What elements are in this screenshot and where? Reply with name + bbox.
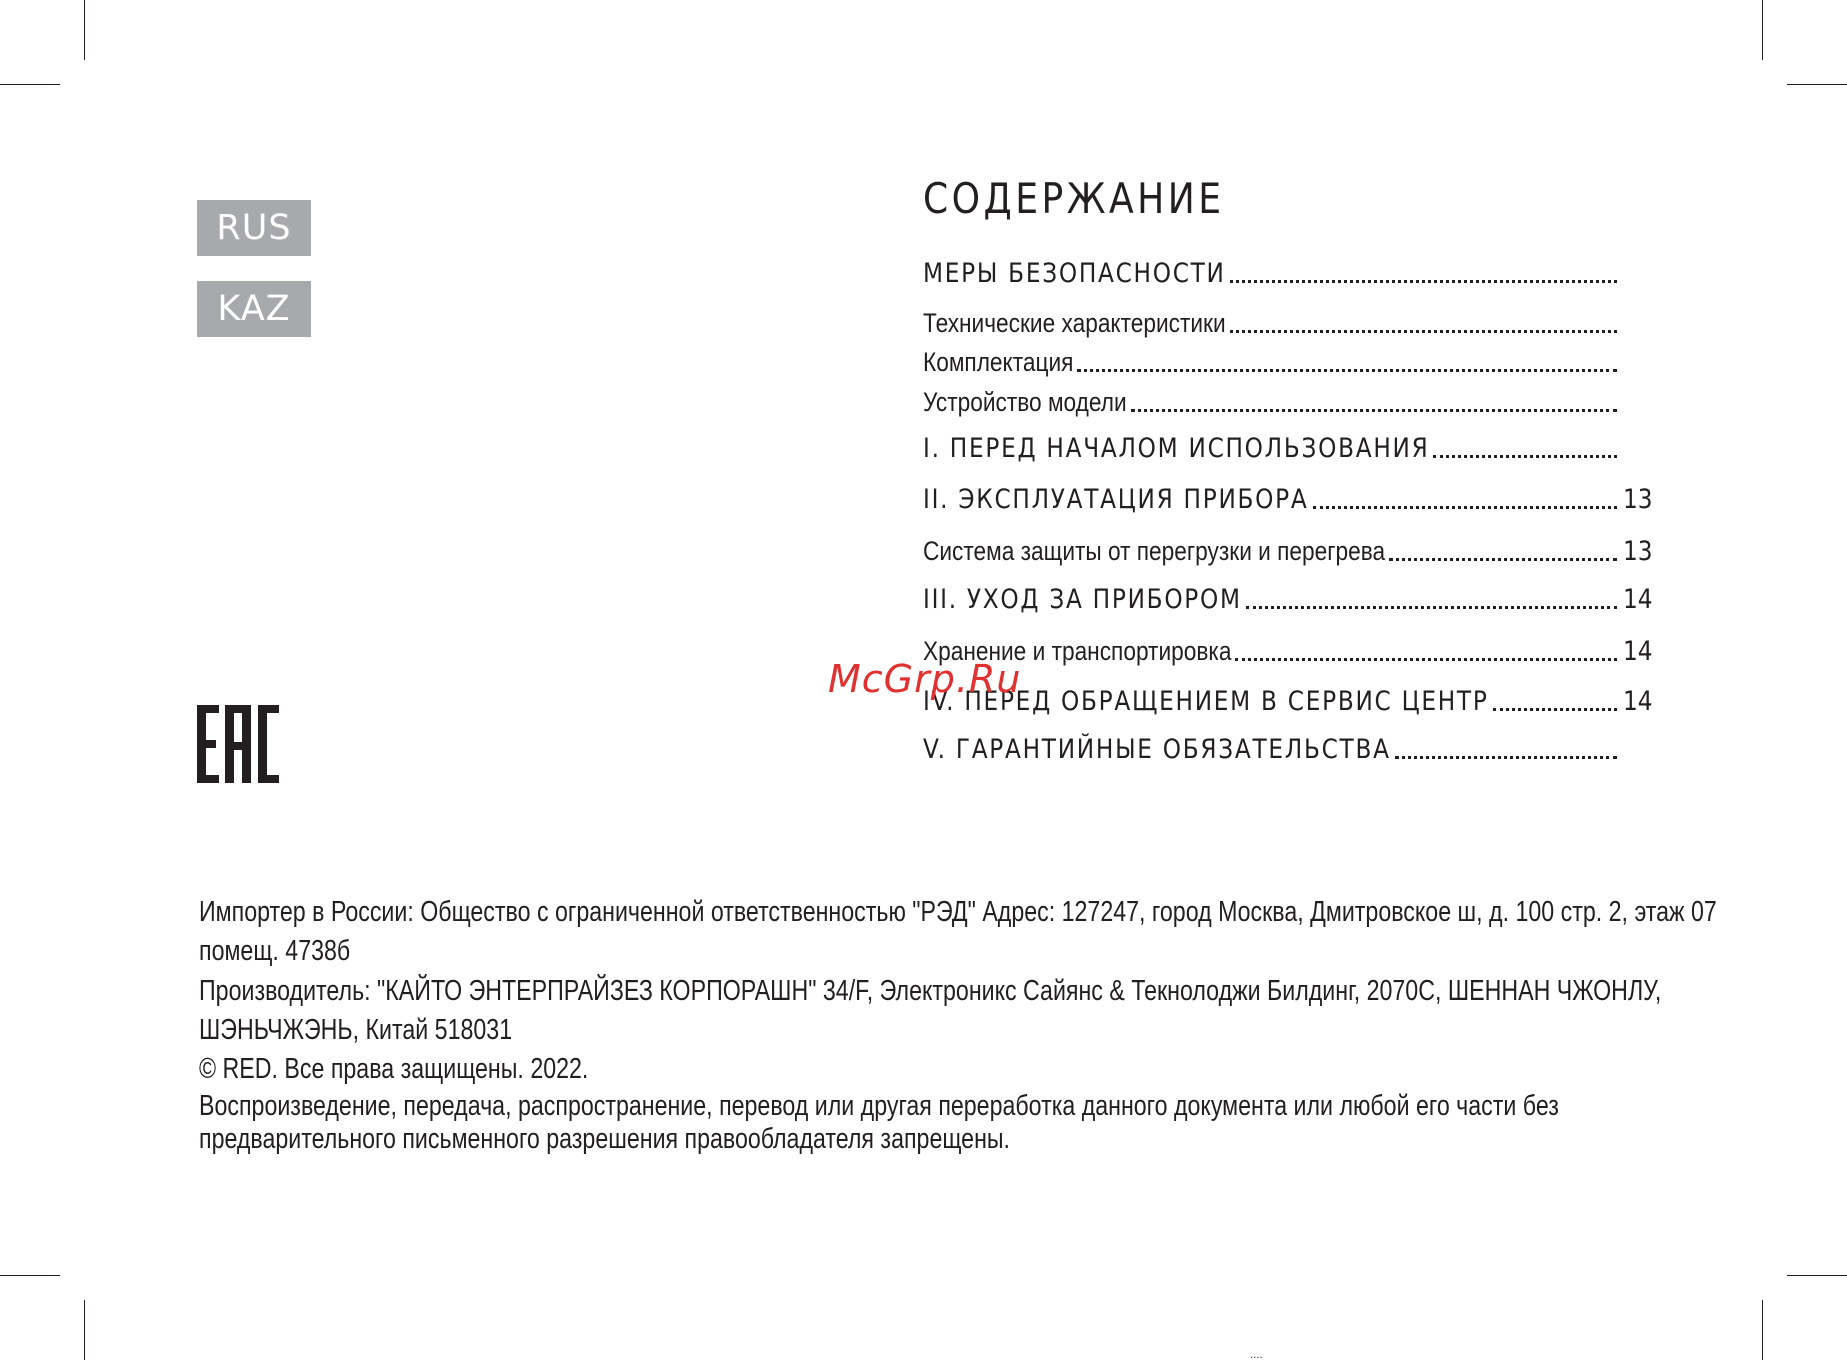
toc-entry-label: I. ПЕРЕД НАЧАЛОМ ИСПОЛЬЗОВАНИЯ [923,433,1430,464]
toc-entry[interactable] [923,536,1683,567]
toc-entry[interactable] [923,484,1683,515]
toc-leader-dots [1395,756,1617,759]
toc-entry-label: МЕРЫ БЕЗОПАСНОСТИ [923,258,1226,289]
copyright-text: © RED. Все права защищены. 2022. [199,1053,589,1085]
manufacturer-info: Производитель: "КАЙТО ЭНТЕРПРАЙЗЕЗ КОРПОРАШН" 34/F, Электроникс Сайянс & Текнолоджи Билдинг, 2070С, ШЕННАН ЧЖОНЛУ, ШЭНЬЧЖЭНЬ, Китай 518031 [199,975,1662,1046]
language-tab-kaz[interactable]: KAZ [197,281,311,337]
toc-leader-dots [1493,708,1617,711]
toc-entry-label: Хранение и транспортировка [923,636,1232,666]
toc-entry[interactable] [923,308,1683,339]
toc-entry-label: Комплектация [923,347,1074,377]
toc-entry-page: 13 [1623,536,1653,567]
toc-entry[interactable] [923,686,1683,717]
crop-mark [0,84,60,85]
watermark: McGrp.Ru [828,657,1022,701]
importer-info: Импортер в России: Общество с ограниченной ответственностью "РЭД" Адрес: 127247, город Москва, Дмитровское ш, д. 100 стр. 2, этаж 07 помещ. 4738б [199,896,1717,967]
toc-entry[interactable] [923,734,1683,765]
toc-entry[interactable] [923,258,1683,289]
toc-entry-label: II. ЭКСПЛУАТАЦИЯ ПРИБОРА [923,484,1309,515]
toc-entry-page: 14 [1623,636,1653,667]
toc-entry-label: III. УХОД ЗА ПРИБОРОМ [923,584,1242,615]
toc-entry[interactable] [923,636,1683,667]
language-tab-rus[interactable]: RUS [197,200,311,256]
crop-mark [0,1275,60,1276]
toc-entry-page: 13 [1623,484,1653,515]
crop-mark [1762,1300,1763,1360]
toc-entry[interactable] [923,347,1683,378]
toc-entry[interactable] [923,387,1683,418]
toc-leader-dots [1246,606,1617,609]
crop-mark [84,0,85,60]
toc-entry-label: Устройство модели [923,387,1127,417]
toc-leader-dots [1433,455,1617,458]
toc-leader-dots [1313,506,1617,509]
toc-entry[interactable] [923,433,1683,464]
toc-leader-dots [1230,330,1617,333]
toc-entry-label: Технические характеристики [923,308,1226,338]
reproduction-notice: Воспроизведение, передача, распространение, перевод или другая переработка данного документа или любой его части без предварительного письменного разрешения правообладателя запрещены. [199,1090,1559,1155]
toc-entry-page: 14 [1623,584,1653,615]
crop-mark [1762,0,1763,60]
toc-entry[interactable] [923,584,1683,615]
toc-entry-page: 14 [1623,686,1653,717]
toc-leader-dots [1389,558,1617,561]
crop-mark [1787,1275,1847,1276]
crop-mark [1787,84,1847,85]
toc-title: СОДЕРЖАНИЕ [923,174,1225,223]
eac-logo [197,705,279,783]
toc-leader-dots [1235,658,1617,661]
toc-leader-dots [1230,280,1617,283]
toc-leader-dots [1077,369,1617,372]
crop-mark [84,1300,85,1360]
page-marker: .... [1250,1350,1263,1361]
toc-entry-label: Система защиты от перегрузки и перегрева [923,536,1386,566]
toc-entry-label: V. ГАРАНТИЙНЫЕ ОБЯЗАТЕЛЬСТВА [923,734,1391,765]
toc-leader-dots [1131,409,1617,412]
toc-entry-label: IV. ПЕРЕД ОБРАЩЕНИЕМ В СЕРВИС ЦЕНТР [923,686,1489,717]
